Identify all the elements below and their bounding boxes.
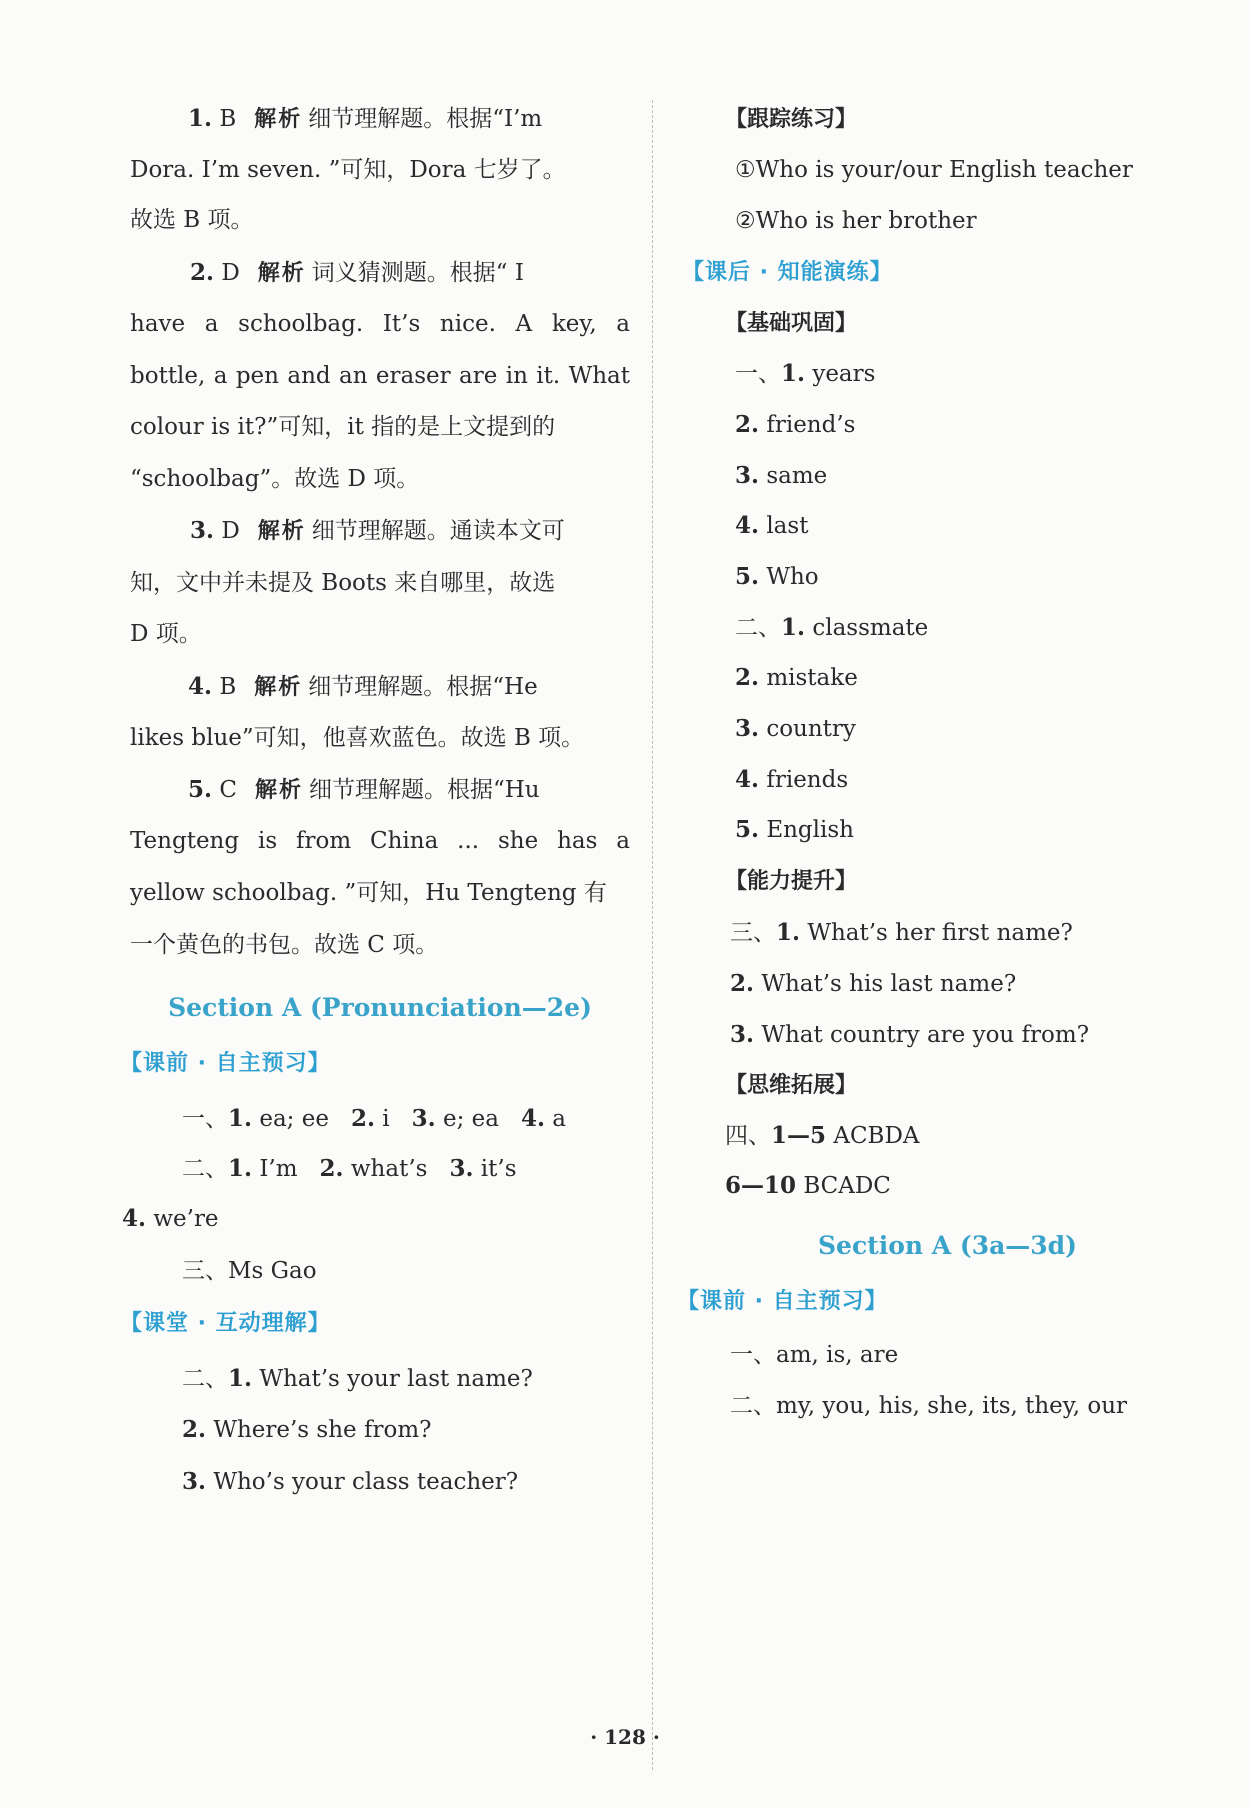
q1-line3: 故选 B 项。 bbox=[130, 207, 254, 233]
q4-line2: likes blue”可知，他喜欢蓝色。故选 B 项。 bbox=[130, 725, 585, 751]
q5-line2: Tengteng is from China ... she has a bbox=[130, 828, 630, 854]
q2-line2: have a schoolbag. It’s nice. A key, a bbox=[130, 311, 630, 337]
q3-line3: D 项。 bbox=[130, 621, 202, 647]
think-item-2: 6—10 BCADC bbox=[725, 1172, 891, 1199]
tag-pre-class-right: 【课前 · 自主预习】 bbox=[677, 1289, 888, 1314]
ability-title: 【能力提升】 bbox=[725, 869, 858, 894]
class-item-2: 2. Where’s she from? bbox=[182, 1416, 432, 1443]
ability-item: 3. What country are you from? bbox=[730, 1021, 1090, 1048]
basic-item: 5. Who bbox=[735, 563, 819, 590]
tag-after-class: 【课后 · 知能演练】 bbox=[682, 260, 893, 285]
section-title-pronunciation: Section A (Pronunciation—2e) bbox=[168, 993, 592, 1022]
pre-part2: 二、1. I’m 2. what’s 3. it’s bbox=[182, 1155, 517, 1182]
tag-in-class: 【课堂 · 互动理解】 bbox=[120, 1311, 331, 1336]
page-number: · 128 · bbox=[590, 1725, 660, 1749]
think-item-1: 四、1—5 ACBDA bbox=[725, 1122, 920, 1149]
right-pre-part1: 一、am, is, are bbox=[730, 1342, 899, 1368]
basic-title: 【基础巩固】 bbox=[725, 311, 858, 336]
section-title-3a-3d: Section A (3a—3d) bbox=[817, 1231, 1077, 1260]
pre-part1: 一、1. ea; ee 2. i 3. e; ea 4. a bbox=[182, 1105, 566, 1132]
pre-part2-cont: 4. we’re bbox=[122, 1205, 219, 1232]
basic-item: 5. English bbox=[735, 816, 854, 843]
ability-item: 三、1. What’s her first name? bbox=[730, 919, 1073, 946]
q5-line4: 一个黄色的书包。故选 C 项。 bbox=[130, 932, 439, 958]
q1-line1: 1. B 解析 细节理解题。根据“I’m bbox=[188, 105, 543, 132]
basic-item: 二、1. classmate bbox=[735, 614, 929, 641]
basic-item: 一、1. years bbox=[735, 360, 876, 387]
q5-line1: 5. C 解析 细节理解题。根据“Hu bbox=[188, 776, 540, 803]
q5-line3: yellow schoolbag. ”可知，Hu Tengteng 有 bbox=[130, 880, 607, 906]
think-title: 【思维拓展】 bbox=[725, 1073, 858, 1098]
basic-item: 4. friends bbox=[735, 766, 849, 793]
class-item-3: 3. Who’s your class teacher? bbox=[182, 1468, 519, 1495]
q2-line5: “schoolbag”。故选 D 项。 bbox=[130, 466, 420, 492]
track-answer-2: ②Who is her brother bbox=[735, 208, 977, 234]
basic-item: 2. friend’s bbox=[735, 411, 856, 438]
q2-line3: bottle, a pen and an eraser are in it. What bbox=[130, 363, 630, 389]
q4-line1: 4. B 解析 细节理解题。根据“He bbox=[188, 673, 538, 700]
tag-pre-class: 【课前 · 自主预习】 bbox=[120, 1051, 331, 1076]
basic-item: 3. same bbox=[735, 462, 828, 489]
basic-item: 4. last bbox=[735, 512, 809, 539]
ability-item: 2. What’s his last name? bbox=[730, 970, 1017, 997]
q3-line1: 3. D 解析 细节理解题。通读本文可 bbox=[190, 517, 565, 544]
basic-item: 2. mistake bbox=[735, 664, 858, 691]
q2-line4: colour is it?”可知，it 指的是上文提到的 bbox=[130, 414, 556, 440]
basic-item: 3. country bbox=[735, 715, 856, 742]
track-title: 【跟踪练习】 bbox=[725, 107, 858, 132]
q3-line2: 知，文中并未提及 Boots 来自哪里，故选 bbox=[130, 570, 556, 596]
column-divider bbox=[652, 100, 653, 1770]
track-answer-1: ①Who is your/our English teacher bbox=[735, 157, 1133, 183]
q1-line2: Dora. I’m seven. ”可知，Dora 七岁了。 bbox=[130, 157, 566, 183]
class-item-1: 二、1. What’s your last name? bbox=[182, 1365, 533, 1392]
q2-line1: 2. D 解析 词义猜测题。根据“ I bbox=[190, 259, 524, 286]
pre-part3: 三、Ms Gao bbox=[182, 1258, 317, 1284]
right-pre-part2: 二、my, you, his, she, its, they, our bbox=[730, 1393, 1127, 1419]
